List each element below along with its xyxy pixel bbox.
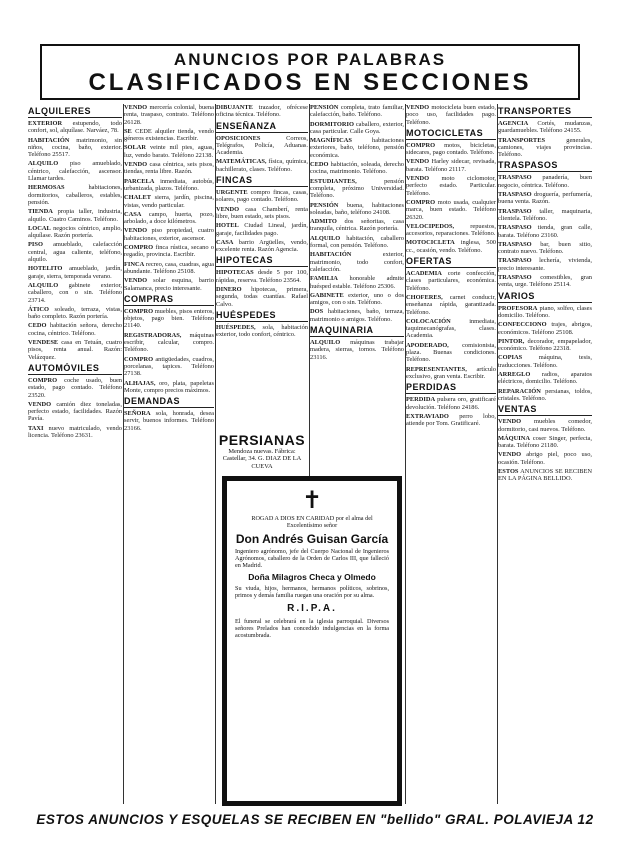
classified-ad: COMPRO coche usado, buen estado, pago contado. Teléfono 23520. <box>28 376 122 399</box>
classified-ad: COLOCACIÓN inmediata, taquimecanógrafas, clases. Academia. <box>406 317 496 340</box>
classified-ad: CHOFERES, carnet conducir, enseñanza rápida, garantizada. Teléfono. <box>406 293 496 316</box>
classified-ad: COMPRO finca rústica, secano o regadío, provincia. Escribir. <box>124 244 214 259</box>
classified-ad: MAGNÍFICAS habitaciones exteriores, baño, teléfono, pensión económica. <box>310 137 404 159</box>
classified-ad: HUÉSPEDES, sola, habitación exterior, todo confort, céntrico. <box>216 323 308 339</box>
section-heading: COMPRAS <box>124 294 214 306</box>
classified-ad: CHALET sierra, jardín, piscina, vistas, vendo particular. <box>124 194 214 209</box>
cross-icon: ✝ <box>301 488 323 514</box>
classified-ad: URGENTE compro fincas, casas, solares, pago contado. Teléfono. <box>216 189 308 204</box>
classified-ad: SE CEDE alquiler tienda, vendo géneros existencias. Escribir. <box>124 127 214 143</box>
classified-ad: TRASPASO bar, buen sitio, contrato nuevo. Teléfono. <box>498 240 592 256</box>
classified-ad: LOCAL negocios céntrico, amplio, alquílase. Razón portería. <box>28 224 122 240</box>
classified-ad: HERMOSAS habitaciones, dormitorios, caballeros, estables, pensión. <box>28 184 122 206</box>
section-heading: VARIOS <box>498 291 592 303</box>
classified-ad: PISO amueblado, calefacción central, agua caliente, teléfono, alquilo. <box>28 241 122 264</box>
classified-ad: VENDO moto ciclomotor, perfecto estado. Particular. Teléfono. <box>406 175 496 197</box>
classified-ad: VENDO motocicleta buen estado, poco uso, facilidades pago. Teléfono. <box>406 104 496 126</box>
classified-ad: TRASPASO panadería, buen negocio, céntrica. Teléfono. <box>498 174 592 189</box>
classified-ad: TRASPASO tienda, gran calle, barata. Teléfono 23160. <box>498 224 592 239</box>
section-heading: AUTOMÓVILES <box>28 363 122 375</box>
classified-ad: TRASPASO droguería, perfumería, buena venta. Razón. <box>498 191 592 206</box>
classified-ad: ALQUILO máquinas trabajar madera, sierras, tornos. Teléfono 23116. <box>310 339 404 361</box>
section-heading: TRASPASOS <box>498 160 592 172</box>
section-heading: DEMANDAS <box>124 396 214 408</box>
classified-ad: APODERADO, comisionista, plaza. Buenas condiciones. Teléfono. <box>406 341 496 364</box>
deceased-name: Don Andrés Guisan García <box>235 532 389 546</box>
section-heading: HUÉSPEDES <box>216 310 308 322</box>
classified-ad: VENDO solar esquina, barrio Salamanca, precio interesante. <box>124 277 214 292</box>
classified-ad: PROFESORA piano, solfeo, clases domicilio. Teléfono. <box>498 304 592 319</box>
classified-ad: FINCA recreo, casa, cuadras, agua abundante. Teléfono 25108. <box>124 260 214 275</box>
classified-ad: DORMITORIO caballero, exterior, casa particular. Calle Goya. <box>310 120 404 135</box>
classified-ad: ALQUILO gabinete exterior, caballero, con o sin. Teléfono 23714. <box>28 281 122 304</box>
classified-ad: TIENDA propia taller, industria, alquilo. Cuatro Caminos. Teléfono. <box>28 208 122 223</box>
classified-ad: VENDO casa céntrica, seis pisos, tiendas, renta libre. Razón. <box>124 161 214 176</box>
classified-ad: EXTERIOR estupendo, todo confort, sol, alquílase. Narváez, 78. <box>28 120 122 135</box>
death-notice-body-3: El funeral se celebrará en la iglesia parroquial. Diversos señores Prelados han concedido indulgencias en la forma acostumbrada. <box>235 618 389 639</box>
column-2 <box>124 104 214 804</box>
classified-ad: REGISTRADORAS, máquinas escribir, calcular, compro. Teléfono. <box>124 331 214 354</box>
classified-ad: PENSIÓN buena, habitaciones soleadas, baño, teléfono 24108. <box>310 201 404 216</box>
classified-ad: ALQUILO habitación, caballero formal, con pensión. Teléfono. <box>310 234 404 250</box>
footer-banner: ESTOS ANUNCIOS Y ESQUELAS SE RECIBEN EN "bellido" GRAL. POLAVIEJA 12 <box>36 812 594 827</box>
classified-ad: ARREGLO radios, aparatos eléctricos, domicilio. Teléfono. <box>498 371 592 386</box>
classified-ad: PENSIÓN completa, trato familiar, calefacción, baño. Teléfono. <box>310 104 404 119</box>
classified-ad: HABITACIÓN matrimonio, sin niños, cocina, baño, exterior. Teléfono 25517. <box>28 136 122 159</box>
classified-ad: TRASPASO taller, maquinaria, clientela. Teléfono. <box>498 207 592 222</box>
classified-ad: GABINETE exterior, uno o dos amigos, con o sin. Teléfono. <box>310 291 404 307</box>
classified-ad: HABITACIÓN exterior, matrimonio, todo confort, calefacción. <box>310 251 404 273</box>
ripa-label: R.I.P.A. <box>287 603 337 614</box>
section-heading: OFERTAS <box>406 256 496 268</box>
classified-ad: TRASPASO comestibles, gran venta, urge. Teléfono 25114. <box>498 274 592 289</box>
section-heading: VENTAS <box>498 404 592 416</box>
classified-ad: HIPOTECAS desde 5 por 100, rápidas, reserva. Teléfono 23564. <box>216 269 308 284</box>
classified-ad: ESTOS ANUNCIOS SE RECIBEN EN LA PÁGINA BELLIDO. <box>498 467 592 483</box>
classified-ad: PARCELA inmediata, autobús, urbanizada, plazos. Teléfono. <box>124 177 214 192</box>
classified-ad: COMPRO motos, bicicletas, sidecares, pago contado. Teléfono. <box>406 141 496 157</box>
classified-ad: ADMITO dos señoritas, casa tranquila, céntrica. Razón portería. <box>310 218 404 233</box>
classified-ad: AGENCIA Cortés, mudanzas, guardamuebles. Teléfono 24155. <box>498 120 592 135</box>
classified-ad: COMPRO muebles, pisos enteros, objetos, pago bien. Teléfono 21140. <box>124 307 214 330</box>
section-heading: TRANSPORTES <box>498 106 592 118</box>
classified-ad: EXTRAVIADO perro lobo, atiende por Tom. Gratificaré. <box>406 412 496 428</box>
death-notice-intro: ROGAD A DIOS EN CARIDAD por el alma del Excelentísimo señor <box>251 515 373 529</box>
classified-ad: MOTOCICLETA inglesa, 500 cc., ocasión, vendo. Teléfono. <box>406 239 496 254</box>
classified-ad: HOTELITO amueblado, jardín, garaje, sierra, temporada verano. <box>28 265 122 280</box>
classified-ad: VENDESE casa en Tetuán, cuatro pisos, renta anual. Razón: Velázquez. <box>28 339 122 361</box>
classifieds-header <box>40 44 580 100</box>
classified-ad: DINERO hipotecas, primera, segunda, todas cuantías. Rafael Calvo. <box>216 286 308 308</box>
classified-ad: SOLAR veinte mil pies, aguas, luz, vendo barato. Teléfono 22138. <box>124 144 214 159</box>
column-6 <box>498 104 592 804</box>
classified-ad: VENDO camión diez toneladas, perfecto estado, facilidades. Razón Pavía. <box>28 400 122 423</box>
classified-ad: VENDO muebles comedor, dormitorio, casi nuevos. Teléfono. <box>498 418 592 433</box>
classified-ad: DIBUJANTE trazador, ofrécese oficina técnica. Teléfono. <box>216 104 308 119</box>
persianas-text: Mendoza nuevas. Fábrica: Castellar, 34. G. DIAZ DE LA CUEVA <box>222 448 302 470</box>
classified-ad: ALQUILO piso amueblado, céntrico, calefacción, ascensor. Llamar tardes. <box>28 160 122 183</box>
classified-ad: MATEMÁTICAS, física, química, bachillerato, clases. Teléfono. <box>216 158 308 173</box>
section-heading: ALQUILERES <box>28 106 122 118</box>
classified-ad: REPRESENTANTES, artículo exclusivo, gran venta. Escribir. <box>406 365 496 380</box>
classified-ad: VENDO mercería colonial, buena renta, traspaso, contrato. Teléfono 26128. <box>124 104 214 126</box>
section-heading: MOTOCICLETAS <box>406 128 496 140</box>
widow-name: Doña Milagros Checa y Olmedo <box>248 572 376 582</box>
classified-ad: DOS habitaciones, baño, terraza, matrimonio o amigos. Teléfono. <box>310 308 404 323</box>
classified-ad: TAXI nuevo matriculado, vendo licencia. Teléfono 23631. <box>28 424 122 439</box>
classified-ad: PINTOR, decorador, empapelador, económico. Teléfono 22318. <box>498 337 592 353</box>
classified-ad: COMPRO antigüedades, cuadros, porcelanas, tapices. Teléfono 27138. <box>124 355 214 378</box>
classified-ad: ACADEMIA corte confección, clases particulares, económica. Teléfono. <box>406 270 496 292</box>
classified-ad: CEDO habitación señora, derecho cocina, céntrico. Teléfono. <box>28 322 122 337</box>
classified-ad: PERDIDA pulsera oro, gratificaré devolución. Teléfono 24186. <box>406 396 496 411</box>
classified-ad: VELOCIPEDOS, repuestos, accesorios, reparaciones. Teléfono. <box>406 222 496 238</box>
column-1 <box>28 104 122 804</box>
section-heading: MAQUINARIA <box>310 325 404 337</box>
classified-ad: OPOSICIONES Correos, Telégrafos, Policía, Aduanas. Academia. <box>216 134 308 157</box>
header-title-line1: ANUNCIOS POR PALABRAS <box>173 50 447 69</box>
section-heading: FINCAS <box>216 175 308 187</box>
classified-ad: TRANSPORTES generales, camiones, viajes provincias. Teléfono. <box>498 136 592 159</box>
death-notice-body-2: Su viuda, hijos, hermanos, hermanos políticos, sobrinos, primos y demás familia ruegan una oración por su alma. <box>235 585 389 599</box>
classified-ad: VENDO abrigo piel, poco uso, ocasión. Teléfono. <box>498 451 592 466</box>
classified-ad: ALHAJAS, oro, plata, papeletas Monte, compro precios máximos. <box>124 379 214 394</box>
classified-ad: ESTUDIANTES, pensión completa, próximo Universidad. Teléfono. <box>310 177 404 200</box>
classified-ad: VENDO casa Chamberí, renta libre, buen estado, seis pisos. <box>216 205 308 220</box>
classified-ad: COPIAS máquina, tesis, traducciones. Teléfono. <box>498 354 592 369</box>
classified-ad: MÁQUINA coser Singer, perfecta, barata. Teléfono 21180. <box>498 434 592 450</box>
persianas-ad <box>216 432 308 470</box>
death-notice <box>222 476 402 806</box>
section-heading: PERDIDAS <box>406 382 496 394</box>
classified-ad: HOTEL Ciudad Lineal, jardín, garaje, facilidades pago. <box>216 222 308 237</box>
classified-ad: COMPRO moto usada, cualquier marca, buen estado. Teléfono 26320. <box>406 198 496 221</box>
classified-ad: REPARACIÓN persianas, toldos, cristales. Teléfono. <box>498 387 592 402</box>
section-heading: HIPOTECAS <box>216 255 308 267</box>
classified-ad: SEÑORA sola, honrada, desea servir, buenos informes. Teléfono 23166. <box>124 410 214 432</box>
classified-ad: CASA campo, huerta, pozo, arbolado, a doce kilómetros. <box>124 210 214 226</box>
column-5 <box>406 104 496 804</box>
death-notice-body-1: Ingeniero agrónomo, jefe del Cuerpo Nacional de Ingenieros Agrónomos, caballero de la Orden de Carlos III, que falleció en Madrid. <box>235 548 389 569</box>
classified-ad: VENDO piso propiedad, cuatro habitaciones, exterior, ascensor. <box>124 227 214 242</box>
section-heading: ENSEÑANZA <box>216 121 308 133</box>
classified-ad: CASA barrio Argüelles, vendo, excelente renta. Razón Agencia. <box>216 238 308 254</box>
classified-ad: TRASPASO lechería, vivienda, precio interesante. <box>498 257 592 272</box>
persianas-title: PERSIANAS <box>218 432 306 448</box>
classified-ad: ÁTICO soleado, terraza, vistas, baño completo. Razón portería. <box>28 305 122 321</box>
classified-ad: VENDO Harley sidecar, revisada, barata. Teléfono 21117. <box>406 158 496 173</box>
classified-ad: CONFECCIONO trajes, abrigos, económicos. Teléfono 25108. <box>498 321 592 336</box>
classified-ad: CEDO habitación, soleada, derecho cocina, matrimonio. Teléfono. <box>310 161 404 176</box>
header-title-line2: CLASIFICADOS EN SECCIONES <box>88 69 532 96</box>
classified-ad: FAMILIA honorable admite huésped estable. Teléfono 25306. <box>310 275 404 290</box>
